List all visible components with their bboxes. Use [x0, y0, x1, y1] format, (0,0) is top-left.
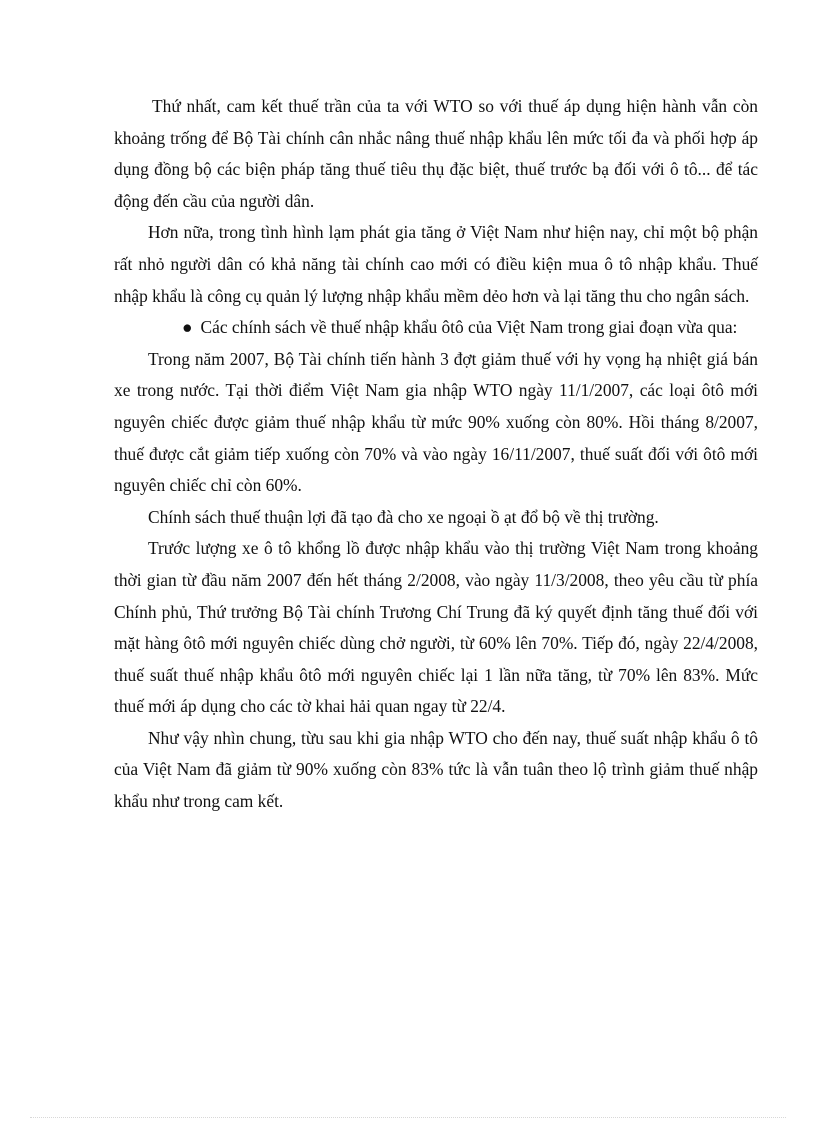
bullet-icon: ●	[182, 317, 193, 338]
paragraph-1: Thứ nhất, cam kết thuế trần của ta với WTO so với thuế áp dụng hiện hành vẫn còn khoảng trống để Bộ Tài chính cân nhắc nâng thuế nhập khẩu lên mức tối đa và phối hợp áp dụng đồng bộ các biện pháp tăng thuế tiêu thụ đặc biệt, thuế trước bạ đối với ô tô... để tác động đến cầu của người dân.	[114, 96, 758, 211]
bullet-paragraph	[114, 312, 758, 344]
page-bottom-divider	[30, 1117, 786, 1118]
paragraph-5: Trước lượng xe ô tô khổng lồ được nhập khẩu vào thị trường Việt Nam trong khoảng thời gian từ đầu năm 2007 đến hết tháng 2/2008, vào ngày 11/3/2008, theo yêu cầu từ phía Chính phủ, Thứ trưởng Bộ Tài chính Trương Chí Trung đã ký quyết định tăng thuế đối với mặt hàng ôtô mới nguyên chiếc dùng chở người, từ 60% lên 70%. Tiếp đó, ngày 22/4/2008, thuế suất thuế nhập khẩu ôtô mới nguyên chiếc lại 1 lần nữa tăng, từ 70% lên 83%. Mức thuế mới áp dụng cho các tờ khai hải quan ngay từ 22/4.	[114, 538, 758, 717]
bullet-text: Các chính sách về thuế nhập khẩu ôtô của Việt Nam trong giai đoạn vừa qua:	[200, 317, 738, 338]
paragraph-2: Hơn nữa, trong tình hình lạm phát gia tăng ở Việt Nam như hiện nay, chỉ một bộ phận rất nhỏ người dân có khả năng tài chính cao mới có điều kiện mua ô tô nhập khẩu. Thuế nhập khẩu là công cụ quản lý lượng nhập khẩu mềm dẻo hơn và lại tăng thu cho ngân sách.	[114, 222, 758, 306]
paragraph-4: Chính sách thuế thuận lợi đã tạo đà cho xe ngoại ồ ạt đổ bộ về thị trường.	[148, 506, 659, 527]
document-body	[114, 91, 758, 818]
paragraph-6: Như vậy nhìn chung, từu sau khi gia nhập WTO cho đến nay, thuế suất nhập khẩu ô tô của Việt Nam đã giảm từ 90% xuống còn 83% tức là vẫn tuân theo lộ trình giảm thuế nhập khẩu như trong cam kết.	[114, 727, 758, 812]
paragraph-3: Trong năm 2007, Bộ Tài chính tiến hành 3 đợt giảm thuế với hy vọng hạ nhiệt giá bán xe trong nước. Tại thời điểm Việt Nam gia nhập WTO ngày 11/1/2007, các loại ôtô mới nguyên chiếc được giảm thuế nhập khẩu từ mức 90% xuống còn 80%. Hồi tháng 8/2007, thuế được cắt giảm tiếp xuống còn 70% và vào ngày 16/11/2007, thuế suất đối với ôtô mới nguyên chiếc chỉ còn 60%.	[114, 348, 758, 496]
